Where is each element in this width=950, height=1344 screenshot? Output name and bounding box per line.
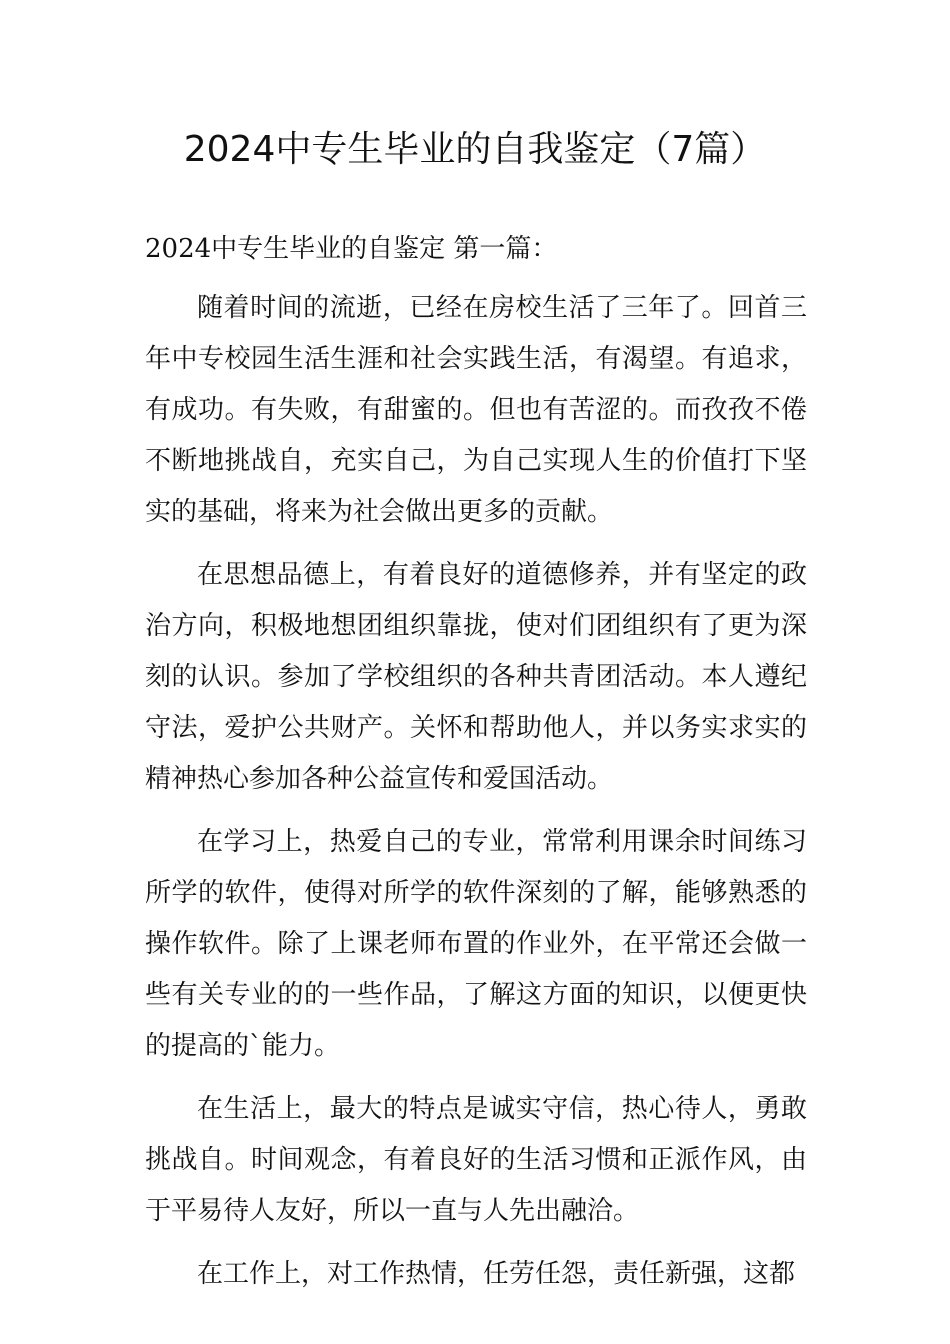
paragraph-3: 在学习上，热爱自己的专业，常常利用课余时间练习所学的软件，使得对所学的软件深刻的了解，能够熟悉的操作软件。除了上课老师布置的作业外，在平常还会做一些有关专业的的一些作品，了解这方面的知识，以便更快的提高的`能力。: [145, 827, 807, 1061]
paragraph-2: 在思想品德上，有着良好的道德修养，并有坚定的政治方向，积极地想团组织靠拢，使对们团组织有了更为深刻的认识。参加了学校组织的各种共青团活动。本人遵纪守法，爱护公共财产。关怀和帮助他人，并以务实求实的精神热心参加各种公益宣传和爱国活动。: [145, 560, 807, 794]
document-body: [145, 224, 807, 1312]
paragraph-4: 在生活上，最大的特点是诚实守信，热心待人，勇敢挑战自。时间观念，有着良好的生活习惯和正派作风，由于平易待人友好，所以一直与人先出融洽。: [145, 1094, 807, 1226]
paragraph-1: 随着时间的流逝，已经在房校生活了三年了。回首三年中专校园生活生涯和社会实践生活，有渴望。有追求，有成功。有失败，有甜蜜的。但也有苦涩的。而孜孜不倦不断地挑战自，充实自己，为自己实现人生的价值打下坚实的基础，将来为社会做出更多的贡献。: [145, 293, 807, 527]
section-heading: 2024中专生毕业的自鉴定 第一篇：: [145, 234, 558, 264]
paragraph-5: 在工作上，对工作热情，任劳任怨，责任新强，这都: [197, 1259, 796, 1289]
document-title: 2024中专生毕业的自我鉴定（7篇）: [183, 129, 767, 170]
